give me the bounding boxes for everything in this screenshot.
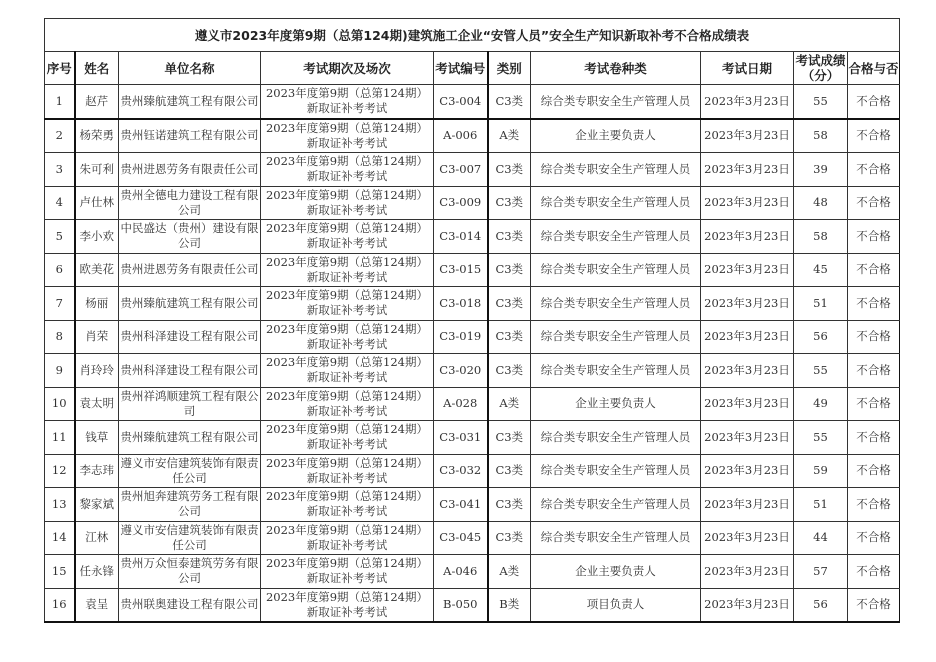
cell-date: 2023年3月23日 bbox=[701, 421, 794, 455]
cell-code: A-006 bbox=[434, 119, 488, 153]
cell-result: 不合格 bbox=[848, 119, 900, 153]
cell-result: 不合格 bbox=[848, 488, 900, 522]
cell-name: 卢仕林 bbox=[75, 186, 119, 220]
cell-company: 贵州万众恒泰建筑劳务有限公司 bbox=[119, 555, 261, 589]
table-row bbox=[45, 287, 900, 321]
cell-seq: 7 bbox=[45, 287, 75, 321]
cell-category: C3类 bbox=[488, 454, 531, 488]
cell-result: 不合格 bbox=[848, 588, 900, 622]
table-row bbox=[45, 521, 900, 555]
cell-result: 不合格 bbox=[848, 153, 900, 187]
cell-seq: 13 bbox=[45, 488, 75, 522]
cell-company: 贵州钰诺建筑工程有限公司 bbox=[119, 119, 261, 153]
cell-date: 2023年3月23日 bbox=[701, 354, 794, 388]
cell-score: 55 bbox=[794, 354, 848, 388]
cell-seq: 14 bbox=[45, 521, 75, 555]
cell-date: 2023年3月23日 bbox=[701, 320, 794, 354]
cell-seq: 3 bbox=[45, 153, 75, 187]
cell-company: 遵义市安信建筑装饰有限责任公司 bbox=[119, 454, 261, 488]
table-row bbox=[45, 153, 900, 187]
cell-paper: 综合类专职安全生产管理人员 bbox=[531, 85, 701, 119]
cell-result: 不合格 bbox=[848, 287, 900, 321]
cell-company: 贵州臻航建筑工程有限公司 bbox=[119, 85, 261, 119]
cell-company: 贵州祥鸿顺建筑工程有限公司 bbox=[119, 387, 261, 421]
cell-company: 贵州臻航建筑工程有限公司 bbox=[119, 287, 261, 321]
cell-result: 不合格 bbox=[848, 387, 900, 421]
cell-paper: 项目负责人 bbox=[531, 588, 701, 622]
cell-session: 2023年度第9期（总第124期）新取证补考考试 bbox=[261, 186, 434, 220]
cell-paper: 综合类专职安全生产管理人员 bbox=[531, 354, 701, 388]
cell-code: C3-041 bbox=[434, 488, 488, 522]
cell-code: C3-015 bbox=[434, 253, 488, 287]
cell-seq: 4 bbox=[45, 186, 75, 220]
cell-score: 56 bbox=[794, 320, 848, 354]
table-row bbox=[45, 320, 900, 354]
header-result: 合格与否 bbox=[848, 52, 900, 85]
cell-category: C3类 bbox=[488, 421, 531, 455]
table-row bbox=[45, 421, 900, 455]
cell-name: 肖荣 bbox=[75, 320, 119, 354]
cell-score: 56 bbox=[794, 588, 848, 622]
cell-score: 58 bbox=[794, 220, 848, 254]
cell-name: 杨丽 bbox=[75, 287, 119, 321]
cell-name: 袁呈 bbox=[75, 588, 119, 622]
cell-company: 贵州旭奔建筑劳务工程有限公司 bbox=[119, 488, 261, 522]
cell-name: 钱草 bbox=[75, 421, 119, 455]
cell-seq: 10 bbox=[45, 387, 75, 421]
cell-result: 不合格 bbox=[848, 220, 900, 254]
cell-result: 不合格 bbox=[848, 253, 900, 287]
cell-category: A类 bbox=[488, 387, 531, 421]
cell-paper: 综合类专职安全生产管理人员 bbox=[531, 287, 701, 321]
cell-session: 2023年度第9期（总第124期）新取证补考考试 bbox=[261, 454, 434, 488]
cell-code: C3-045 bbox=[434, 521, 488, 555]
cell-result: 不合格 bbox=[848, 186, 900, 220]
cell-code: C3-032 bbox=[434, 454, 488, 488]
cell-session: 2023年度第9期（总第124期）新取证补考考试 bbox=[261, 387, 434, 421]
header-code: 考试编号 bbox=[434, 52, 488, 85]
cell-paper: 综合类专职安全生产管理人员 bbox=[531, 220, 701, 254]
cell-session: 2023年度第9期（总第124期）新取证补考考试 bbox=[261, 119, 434, 153]
cell-session: 2023年度第9期（总第124期）新取证补考考试 bbox=[261, 320, 434, 354]
cell-result: 不合格 bbox=[848, 454, 900, 488]
cell-date: 2023年3月23日 bbox=[701, 387, 794, 421]
cell-company: 贵州科泽建设工程有限公司 bbox=[119, 320, 261, 354]
cell-score: 57 bbox=[794, 555, 848, 589]
cell-category: C3类 bbox=[488, 521, 531, 555]
cell-score: 44 bbox=[794, 521, 848, 555]
table-row bbox=[45, 454, 900, 488]
cell-code: A-046 bbox=[434, 555, 488, 589]
cell-paper: 综合类专职安全生产管理人员 bbox=[531, 521, 701, 555]
cell-company: 贵州臻航建筑工程有限公司 bbox=[119, 421, 261, 455]
header-company: 单位名称 bbox=[119, 52, 261, 85]
cell-seq: 12 bbox=[45, 454, 75, 488]
table-row bbox=[45, 354, 900, 388]
cell-paper: 综合类专职安全生产管理人员 bbox=[531, 421, 701, 455]
cell-name: 肖玲玲 bbox=[75, 354, 119, 388]
cell-paper: 综合类专职安全生产管理人员 bbox=[531, 253, 701, 287]
cell-score: 49 bbox=[794, 387, 848, 421]
cell-seq: 6 bbox=[45, 253, 75, 287]
cell-name: 李小欢 bbox=[75, 220, 119, 254]
cell-category: A类 bbox=[488, 119, 531, 153]
cell-result: 不合格 bbox=[848, 521, 900, 555]
header-name: 姓名 bbox=[75, 52, 119, 85]
table-row bbox=[45, 85, 900, 119]
cell-score: 48 bbox=[794, 186, 848, 220]
header-row bbox=[45, 52, 900, 85]
cell-seq: 8 bbox=[45, 320, 75, 354]
cell-date: 2023年3月23日 bbox=[701, 488, 794, 522]
cell-category: C3类 bbox=[488, 287, 531, 321]
cell-session: 2023年度第9期（总第124期）新取证补考考试 bbox=[261, 588, 434, 622]
cell-date: 2023年3月23日 bbox=[701, 153, 794, 187]
cell-name: 任永锋 bbox=[75, 555, 119, 589]
cell-code: C3-019 bbox=[434, 320, 488, 354]
cell-category: C3类 bbox=[488, 320, 531, 354]
cell-session: 2023年度第9期（总第124期）新取证补考考试 bbox=[261, 220, 434, 254]
header-session: 考试期次及场次 bbox=[261, 52, 434, 85]
table-title: 遵义市2023年度第9期（总第124期)建筑施工企业“安管人员”安全生产知识新取补考不合格成绩表 bbox=[45, 19, 900, 52]
cell-score: 58 bbox=[794, 119, 848, 153]
cell-score: 55 bbox=[794, 421, 848, 455]
cell-session: 2023年度第9期（总第124期）新取证补考考试 bbox=[261, 488, 434, 522]
cell-name: 李志玮 bbox=[75, 454, 119, 488]
cell-company: 贵州进恩劳务有限责任公司 bbox=[119, 253, 261, 287]
cell-session: 2023年度第9期（总第124期）新取证补考考试 bbox=[261, 521, 434, 555]
cell-company: 遵义市安信建筑装饰有限责任公司 bbox=[119, 521, 261, 555]
header-date: 考试日期 bbox=[701, 52, 794, 85]
header-paper: 考试卷种类 bbox=[531, 52, 701, 85]
cell-seq: 1 bbox=[45, 85, 75, 119]
cell-result: 不合格 bbox=[848, 320, 900, 354]
cell-code: C3-007 bbox=[434, 153, 488, 187]
cell-name: 袁太明 bbox=[75, 387, 119, 421]
cell-code: B-050 bbox=[434, 588, 488, 622]
cell-code: C3-009 bbox=[434, 186, 488, 220]
cell-seq: 2 bbox=[45, 119, 75, 153]
cell-name: 朱可利 bbox=[75, 153, 119, 187]
cell-code: A-028 bbox=[434, 387, 488, 421]
cell-result: 不合格 bbox=[848, 354, 900, 388]
cell-result: 不合格 bbox=[848, 555, 900, 589]
cell-paper: 企业主要负责人 bbox=[531, 119, 701, 153]
cell-company: 中民盛达（贵州）建设有限公司 bbox=[119, 220, 261, 254]
cell-score: 55 bbox=[794, 85, 848, 119]
cell-company: 贵州全德电力建设工程有限公司 bbox=[119, 186, 261, 220]
cell-category: C3类 bbox=[488, 220, 531, 254]
cell-date: 2023年3月23日 bbox=[701, 588, 794, 622]
cell-date: 2023年3月23日 bbox=[701, 186, 794, 220]
cell-paper: 综合类专职安全生产管理人员 bbox=[531, 320, 701, 354]
cell-date: 2023年3月23日 bbox=[701, 220, 794, 254]
header-category: 类别 bbox=[488, 52, 531, 85]
cell-seq: 16 bbox=[45, 588, 75, 622]
cell-date: 2023年3月23日 bbox=[701, 454, 794, 488]
table-row bbox=[45, 119, 900, 153]
cell-paper: 综合类专职安全生产管理人员 bbox=[531, 488, 701, 522]
header-seq: 序号 bbox=[45, 52, 75, 85]
header-score: 考试成绩（分） bbox=[795, 53, 846, 83]
cell-session: 2023年度第9期（总第124期）新取证补考考试 bbox=[261, 555, 434, 589]
results-table bbox=[44, 18, 900, 623]
cell-paper: 综合类专职安全生产管理人员 bbox=[531, 153, 701, 187]
cell-name: 黎家斌 bbox=[75, 488, 119, 522]
cell-paper: 综合类专职安全生产管理人员 bbox=[531, 186, 701, 220]
table-row bbox=[45, 387, 900, 421]
cell-seq: 11 bbox=[45, 421, 75, 455]
cell-paper: 综合类专职安全生产管理人员 bbox=[531, 454, 701, 488]
cell-name: 江林 bbox=[75, 521, 119, 555]
cell-code: C3-014 bbox=[434, 220, 488, 254]
cell-category: C3类 bbox=[488, 153, 531, 187]
cell-date: 2023年3月23日 bbox=[701, 85, 794, 119]
cell-seq: 9 bbox=[45, 354, 75, 388]
cell-name: 赵芹 bbox=[75, 85, 119, 119]
table-row bbox=[45, 488, 900, 522]
cell-paper: 企业主要负责人 bbox=[531, 387, 701, 421]
cell-session: 2023年度第9期（总第124期）新取证补考考试 bbox=[261, 253, 434, 287]
cell-session: 2023年度第9期（总第124期）新取证补考考试 bbox=[261, 421, 434, 455]
cell-category: C3类 bbox=[488, 354, 531, 388]
cell-paper: 企业主要负责人 bbox=[531, 555, 701, 589]
cell-score: 45 bbox=[794, 253, 848, 287]
cell-date: 2023年3月23日 bbox=[701, 253, 794, 287]
cell-date: 2023年3月23日 bbox=[701, 521, 794, 555]
cell-score: 51 bbox=[794, 287, 848, 321]
cell-company: 贵州联奥建设工程有限公司 bbox=[119, 588, 261, 622]
table-row bbox=[45, 555, 900, 589]
table-row bbox=[45, 253, 900, 287]
cell-code: C3-018 bbox=[434, 287, 488, 321]
cell-score: 59 bbox=[794, 454, 848, 488]
cell-category: C3类 bbox=[488, 186, 531, 220]
cell-company: 贵州进恩劳务有限责任公司 bbox=[119, 153, 261, 187]
cell-company: 贵州科泽建设工程有限公司 bbox=[119, 354, 261, 388]
cell-result: 不合格 bbox=[848, 85, 900, 119]
cell-session: 2023年度第9期（总第124期）新取证补考考试 bbox=[261, 85, 434, 119]
cell-session: 2023年度第9期（总第124期）新取证补考考试 bbox=[261, 153, 434, 187]
cell-date: 2023年3月23日 bbox=[701, 555, 794, 589]
cell-category: C3类 bbox=[488, 488, 531, 522]
cell-date: 2023年3月23日 bbox=[701, 119, 794, 153]
cell-date: 2023年3月23日 bbox=[701, 287, 794, 321]
table-row bbox=[45, 220, 900, 254]
cell-session: 2023年度第9期（总第124期）新取证补考考试 bbox=[261, 354, 434, 388]
cell-category: C3类 bbox=[488, 85, 531, 119]
cell-category: B类 bbox=[488, 588, 531, 622]
cell-code: C3-031 bbox=[434, 421, 488, 455]
cell-category: A类 bbox=[488, 555, 531, 589]
cell-score: 39 bbox=[794, 153, 848, 187]
cell-score: 51 bbox=[794, 488, 848, 522]
cell-seq: 5 bbox=[45, 220, 75, 254]
table-row bbox=[45, 186, 900, 220]
table-row bbox=[45, 588, 900, 622]
cell-result: 不合格 bbox=[848, 421, 900, 455]
cell-category: C3类 bbox=[488, 253, 531, 287]
cell-name: 杨荣勇 bbox=[75, 119, 119, 153]
cell-code: C3-020 bbox=[434, 354, 488, 388]
cell-seq: 15 bbox=[45, 555, 75, 589]
cell-session: 2023年度第9期（总第124期）新取证补考考试 bbox=[261, 287, 434, 321]
cell-name: 欧美花 bbox=[75, 253, 119, 287]
cell-code: C3-004 bbox=[434, 85, 488, 119]
